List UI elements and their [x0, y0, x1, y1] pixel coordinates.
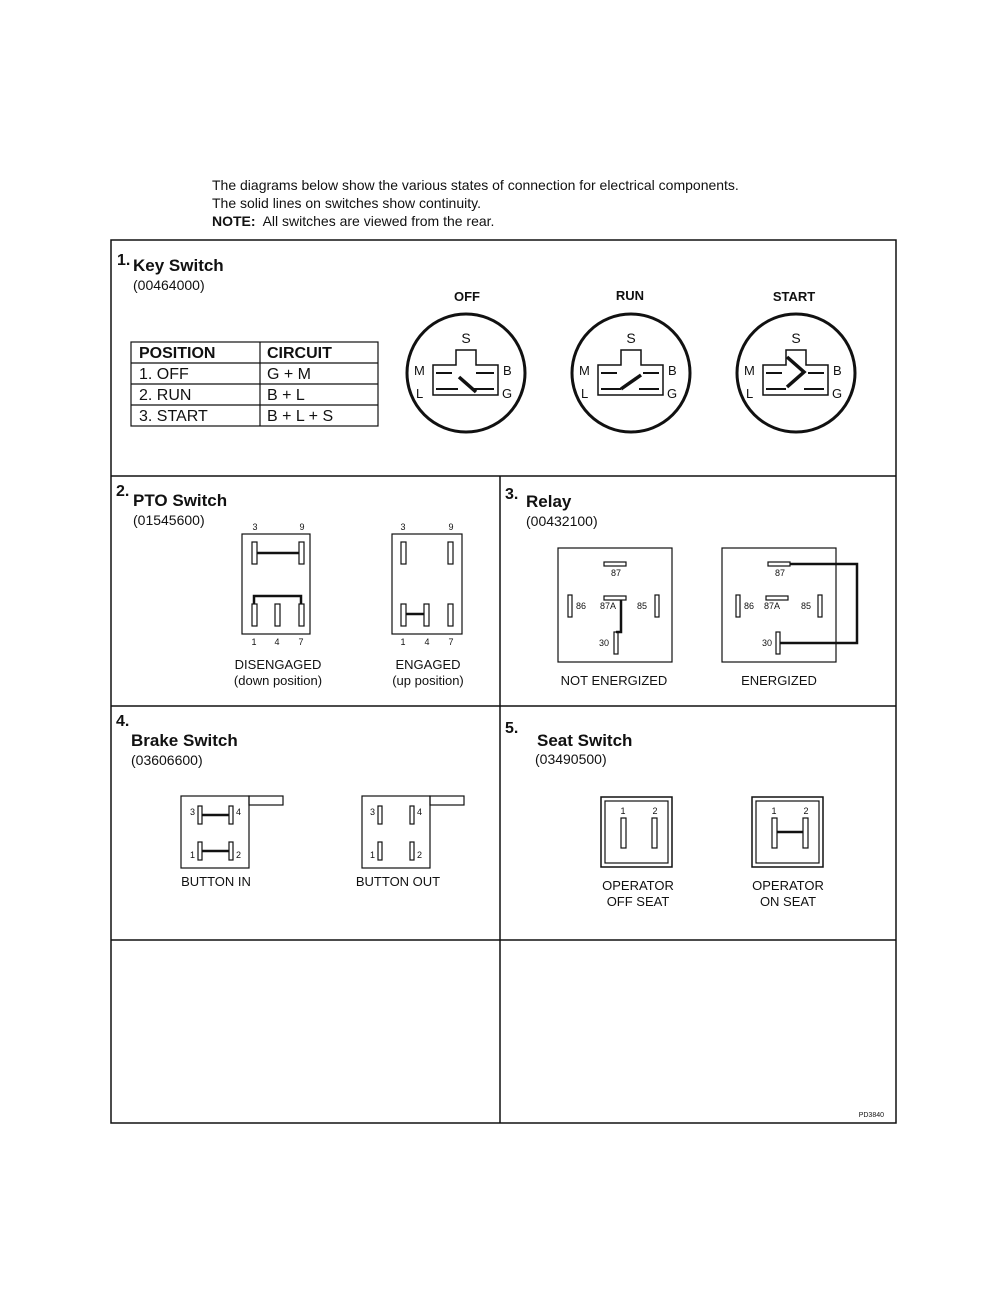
pto-switch-title: PTO Switch	[133, 491, 228, 510]
terminal-s: S	[461, 330, 471, 346]
terminal-4	[410, 806, 414, 824]
seat-switch-part-no: (03490500)	[535, 751, 607, 767]
state-label-engaged: ENGAGED	[395, 657, 461, 672]
pin-label-3: 3	[190, 807, 196, 817]
relay-number: 3.	[505, 486, 519, 503]
seat-on-diagram	[752, 797, 824, 909]
terminal-85	[818, 595, 822, 617]
pin-label-1: 1	[251, 637, 257, 647]
continuity-bar	[621, 375, 641, 389]
key-switch-number: 1.	[117, 252, 131, 269]
terminal-b: B	[503, 363, 512, 378]
pin-label-3: 3	[370, 807, 376, 817]
pin-label-2: 2	[652, 806, 658, 816]
figure-code: PD3840	[858, 1112, 884, 1119]
terminal-7	[299, 604, 304, 626]
pin-label-9: 9	[448, 522, 454, 532]
table-cell: B + L	[267, 387, 305, 404]
pin-label-7: 7	[298, 637, 304, 647]
intro-line-1: The diagrams below show the various states of connection for electrical components.	[212, 177, 739, 193]
terminal-7	[448, 604, 453, 626]
pin-label-4: 4	[424, 637, 430, 647]
brake-switch-title: Brake Switch	[131, 731, 238, 750]
pin-label-1: 1	[190, 850, 196, 860]
terminal-3	[401, 542, 406, 564]
continuity-bar	[459, 377, 476, 392]
state-label-run: RUN	[615, 288, 645, 303]
seat-switch-section	[505, 720, 824, 909]
plunger	[249, 796, 283, 805]
terminal-86	[736, 595, 740, 617]
state-sublabel-down: (down position)	[233, 673, 323, 688]
brake-switch-part-no: (03606600)	[131, 752, 203, 768]
pin-label-87a: 87A	[764, 601, 781, 611]
pin-label-86: 86	[576, 601, 587, 611]
terminal-3	[252, 542, 257, 564]
terminal-g: G	[832, 386, 843, 401]
terminal-2	[229, 842, 233, 860]
state-label-button-out: BUTTON OUT	[355, 874, 441, 889]
pin-label-85: 85	[801, 601, 812, 611]
switch-body-inner	[605, 801, 668, 863]
terminal-1	[401, 604, 406, 626]
brake-button-out-diagram	[356, 796, 464, 889]
terminal-l: L	[416, 386, 424, 401]
key-switch-title: Key Switch	[133, 256, 224, 275]
terminal-2	[410, 842, 414, 860]
key-switch-start-diagram	[737, 289, 855, 432]
terminal-2	[652, 818, 657, 848]
pin-label-1: 1	[620, 806, 626, 816]
terminal-87	[768, 562, 790, 566]
terminal-3	[378, 806, 382, 824]
table-cell: 3. START	[139, 408, 208, 425]
terminal-87	[604, 562, 626, 566]
state-label-start: START	[772, 289, 816, 304]
state-label-disengaged: DISENGAGED	[234, 657, 322, 672]
table-cell: B + L + S	[267, 408, 334, 425]
state-label-operator: OPERATOR	[602, 878, 674, 893]
pin-label-1: 1	[370, 850, 376, 860]
pto-disengaged-diagram	[234, 522, 322, 688]
pin-label-86: 86	[744, 601, 755, 611]
table-cell: 2. RUN	[139, 387, 192, 404]
pin-label-30: 30	[599, 638, 610, 648]
pin-label-1: 1	[400, 637, 406, 647]
pin-label-87: 87	[774, 568, 786, 578]
relay-not-energized-diagram	[558, 548, 672, 688]
terminal-9	[448, 542, 453, 564]
terminal-s: S	[791, 330, 801, 346]
table-header-position: POSITION	[139, 345, 216, 362]
pin-label-2: 2	[236, 850, 242, 860]
state-label-off: OFF	[454, 289, 480, 304]
relay-title: Relay	[526, 492, 572, 511]
relay-part-no: (00432100)	[526, 513, 598, 529]
terminal-m: M	[579, 363, 590, 378]
continuity-1-7	[254, 596, 301, 604]
terminal-4	[424, 604, 429, 626]
key-switch-table	[131, 342, 378, 426]
pin-label-9: 9	[299, 522, 305, 532]
pto-switch-number: 2.	[116, 483, 130, 500]
relay-energized-diagram	[722, 548, 857, 688]
terminal-2	[803, 818, 808, 848]
terminal-9	[299, 542, 304, 564]
terminal-m: M	[414, 363, 425, 378]
seat-switch-title: Seat Switch	[537, 731, 633, 750]
terminal-1	[198, 842, 202, 860]
pin-label-7: 7	[448, 637, 454, 647]
terminal-30	[776, 632, 780, 654]
terminal-b: B	[668, 363, 677, 378]
terminal-l: L	[746, 386, 754, 401]
terminal-s: S	[626, 330, 636, 346]
continuity-bar	[787, 357, 804, 387]
seat-switch-number: 5.	[505, 720, 519, 737]
state-label-operator: OPERATOR	[752, 878, 824, 893]
pin-label-3: 3	[400, 522, 406, 532]
terminal-1	[252, 604, 257, 626]
terminal-l: L	[581, 386, 589, 401]
relay-section	[505, 486, 857, 688]
pin-label-87a: 87A	[600, 601, 617, 611]
plunger	[430, 796, 464, 805]
pin-label-1: 1	[771, 806, 777, 816]
terminal-b: B	[833, 363, 842, 378]
pto-switch-section	[116, 483, 464, 688]
pin-label-30: 30	[762, 638, 773, 648]
pto-engaged-diagram	[392, 522, 464, 688]
pto-switch-part-no: (01545600)	[133, 512, 205, 528]
pin-label-2: 2	[803, 806, 809, 816]
seat-off-diagram	[601, 797, 674, 909]
terminal-1	[621, 818, 626, 848]
terminal-g: G	[667, 386, 678, 401]
note-label: NOTE:	[212, 213, 256, 229]
continuity-30-87a	[616, 600, 621, 632]
brake-switch-number: 4.	[116, 713, 130, 730]
pin-label-3: 3	[252, 522, 258, 532]
brake-switch-section	[116, 713, 464, 889]
table-cell: G + M	[267, 366, 312, 383]
pin-label-4: 4	[417, 807, 423, 817]
terminal-1	[378, 842, 382, 860]
terminal-4	[229, 806, 233, 824]
brake-button-in-diagram	[181, 796, 283, 889]
pin-label-87: 87	[610, 568, 622, 578]
terminal-86	[568, 595, 572, 617]
key-switch-off-diagram	[407, 289, 525, 432]
pin-label-4: 4	[274, 637, 280, 647]
note-text: All switches are viewed from the rear.	[262, 213, 495, 229]
pin-label-85: 85	[637, 601, 648, 611]
pin-label-4: 4	[236, 807, 242, 817]
key-switch-run-diagram	[572, 288, 690, 432]
terminal-m: M	[744, 363, 755, 378]
key-switch-part-no: (00464000)	[133, 277, 205, 293]
terminal-1	[772, 818, 777, 848]
state-label-off-seat: OFF SEAT	[606, 894, 670, 909]
terminal-4	[275, 604, 280, 626]
switch-body	[392, 534, 462, 634]
switch-body-outer	[601, 797, 672, 867]
state-sublabel-up: (up position)	[392, 673, 464, 688]
terminal-3	[198, 806, 202, 824]
terminal-g: G	[502, 386, 513, 401]
terminal-85	[655, 595, 659, 617]
terminal-87a	[766, 596, 788, 600]
terminal-30	[614, 632, 618, 654]
table-cell: 1. OFF	[139, 366, 189, 383]
state-label-not-energized: NOT ENERGIZED	[560, 673, 668, 688]
state-label-button-in: BUTTON IN	[181, 874, 251, 889]
state-label-on-seat: ON SEAT	[759, 894, 817, 909]
pin-label-2: 2	[417, 850, 423, 860]
table-header-circuit: CIRCUIT	[267, 345, 332, 362]
state-label-energized: ENERGIZED	[741, 673, 817, 688]
terminal-87a	[604, 596, 626, 600]
intro-line-2: The solid lines on switches show continuity.	[212, 195, 481, 211]
key-switch-section	[117, 252, 855, 432]
